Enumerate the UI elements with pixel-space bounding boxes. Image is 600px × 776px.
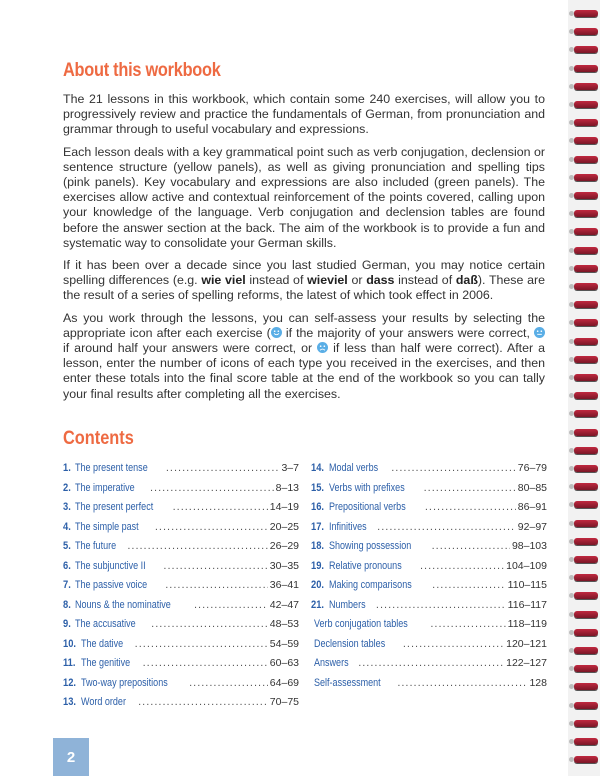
contents-entry-number: 16. <box>311 501 325 513</box>
contents-entry <box>63 560 299 580</box>
contents-entry-title: The imperative <box>75 481 135 494</box>
contents-entry-pages: 104–109 <box>506 559 547 572</box>
binding-hole <box>569 648 574 653</box>
contents-entry-pages: 42–47 <box>269 598 299 611</box>
contents-entry-title: Answers <box>314 657 349 669</box>
binding-hole <box>569 266 574 271</box>
happy-face-icon <box>271 327 282 338</box>
contents-entry-pages: 118–119 <box>507 618 547 630</box>
spiral-ring <box>574 338 598 345</box>
spiral-ring <box>574 629 598 636</box>
contents-entry <box>63 521 299 541</box>
binding-hole <box>569 11 574 16</box>
text-fragment: If it has been over a decade since you last studied German, you may notice certain spelling differences (e.g. <box>63 258 545 288</box>
about-paragraph-1: The 21 lessons in this workbook, which contain some 240 exercises, will allow you to progressively review and practice the fundamentals of German, from pronunciation and grammar through to useful vocabulary and expressions. <box>63 92 545 137</box>
contents-entry-pages: 20–25 <box>269 520 299 533</box>
spiral-ring <box>574 83 598 90</box>
contents-entry <box>311 540 547 560</box>
spiral-ring <box>574 65 598 72</box>
contents-entry-title: The accusative <box>75 618 136 630</box>
binding-hole <box>569 666 574 671</box>
contents-entry-title: Declension tables <box>314 637 386 650</box>
binding-hole <box>569 430 574 435</box>
dot-leader <box>163 560 267 572</box>
contents-entry-title: The dative <box>81 637 124 650</box>
dot-leader <box>166 462 280 474</box>
contents-entry-number: 20. <box>311 579 325 591</box>
dot-leader <box>425 501 516 513</box>
dot-leader <box>432 540 510 552</box>
contents-entry-pages: 64–69 <box>269 676 299 689</box>
spiral-ring <box>574 683 598 690</box>
contents-entry-number: 5. <box>63 540 71 552</box>
spiral-ring <box>574 356 598 363</box>
spiral-ring <box>574 647 598 654</box>
binding-hole <box>569 539 574 544</box>
binding-hole <box>569 120 574 125</box>
contents-entry-title: Two-way prepositions <box>81 676 169 689</box>
contents-entry-number: 19. <box>311 559 325 572</box>
contents-entry <box>63 482 299 502</box>
contents-entry-number: 2. <box>63 481 71 494</box>
about-paragraph-3 <box>63 258 545 304</box>
dot-leader <box>143 657 268 669</box>
dot-leader <box>127 540 267 552</box>
text-fragment: if the majority of your answers were correct, <box>281 325 534 340</box>
binding-hole <box>569 684 574 689</box>
contents-entry-pages: 128 <box>529 676 547 689</box>
contents-entry <box>311 618 547 638</box>
sad-face-icon <box>317 342 328 353</box>
spiral-ring <box>574 192 598 199</box>
spiral-ring <box>574 702 598 709</box>
contents-entry-title: The simple past <box>75 520 139 533</box>
binding-hole <box>569 248 574 253</box>
dot-leader <box>155 521 268 533</box>
about-body <box>63 92 545 409</box>
contents-entry-pages: 86–91 <box>517 501 547 513</box>
dot-leader <box>135 638 268 650</box>
contents-entry-title: The genitive <box>80 657 130 669</box>
binding-hole <box>569 357 574 362</box>
dot-leader <box>151 618 268 630</box>
text-fragment: or <box>347 273 367 288</box>
contents-entry <box>311 462 547 482</box>
dot-leader <box>420 560 504 572</box>
dot-leader <box>430 618 505 630</box>
binding-hole <box>569 484 574 489</box>
contents-heading: Contents <box>63 428 134 449</box>
spiral-ring <box>574 592 598 599</box>
contents-entry-title: Nouns & the nominative <box>75 598 171 611</box>
spiral-ring <box>574 501 598 508</box>
dot-leader <box>194 599 268 611</box>
text-fragment: ). These are the result of a series of spelling reforms, the latest of which took effect in 2006. <box>63 273 545 303</box>
spiral-ring <box>574 410 598 417</box>
contents-entry-title: The subjunctive II <box>75 559 146 572</box>
contents-entry-number: 1. <box>63 462 71 474</box>
contents-entry <box>63 599 299 619</box>
binding-hole <box>569 593 574 598</box>
spiral-ring <box>574 283 598 290</box>
binding-hole <box>569 138 574 143</box>
binding-hole <box>569 721 574 726</box>
spiral-ring <box>574 10 598 17</box>
binding-hole <box>569 47 574 52</box>
text-fragment: instead of <box>394 273 456 288</box>
binding-hole <box>569 339 574 344</box>
spiral-ring <box>574 392 598 399</box>
binding-hole <box>569 448 574 453</box>
spiral-binding <box>568 10 600 770</box>
dot-leader <box>165 579 268 591</box>
dot-leader <box>173 501 268 513</box>
contents-entry-pages: 80–85 <box>517 481 547 494</box>
spiral-ring <box>574 156 598 163</box>
binding-hole <box>569 521 574 526</box>
binding-hole <box>569 502 574 507</box>
spiral-ring <box>574 538 598 545</box>
spiral-ring <box>574 210 598 217</box>
dot-leader <box>403 638 504 650</box>
contents-entry-pages: 92–97 <box>517 520 547 533</box>
contents-entry-pages: 122–127 <box>506 657 547 669</box>
contents-entry-number: 14. <box>311 462 325 474</box>
contents-entry-title: Self-assessment <box>314 676 381 689</box>
dot-leader <box>424 482 516 494</box>
neutral-face-icon <box>534 327 545 338</box>
contents-entry-number: 17. <box>311 520 325 533</box>
binding-hole <box>569 84 574 89</box>
contents-entry <box>311 638 547 658</box>
bold-term: wieviel <box>307 273 348 288</box>
contents-entry-number: 6. <box>63 559 71 572</box>
binding-hole <box>569 739 574 744</box>
contents-entry <box>311 521 547 541</box>
spiral-ring <box>574 738 598 745</box>
contents-entry <box>311 599 547 619</box>
contents-entry-title: Verbs with prefixes <box>329 481 406 494</box>
spiral-ring <box>574 756 598 763</box>
contents-entry-pages: 26–29 <box>269 540 299 552</box>
spiral-ring <box>574 429 598 436</box>
contents-entry-pages: 14–19 <box>269 501 299 513</box>
contents-entry-title: Infinitives <box>329 520 367 533</box>
page-number-tab: 2 <box>53 738 89 776</box>
spiral-ring <box>574 520 598 527</box>
binding-hole <box>569 102 574 107</box>
contents-entry-pages: 8–13 <box>275 481 299 494</box>
contents-entry-number: 13. <box>63 696 77 708</box>
dot-leader <box>377 521 516 533</box>
contents-entry-number: 8. <box>63 598 71 611</box>
spiral-ring <box>574 611 598 618</box>
contents-column-left <box>63 462 299 716</box>
dot-leader <box>358 657 504 669</box>
about-heading: About this workbook <box>63 60 221 81</box>
contents-entry <box>63 618 299 638</box>
binding-hole <box>569 630 574 635</box>
contents-entry <box>311 677 547 697</box>
binding-hole <box>569 320 574 325</box>
contents-entry-title: Verb conjugation tables <box>314 618 408 630</box>
contents-entry-number: 3. <box>63 501 71 513</box>
contents-entry-number: 4. <box>63 520 71 533</box>
contents-entry-title: Modal verbs <box>329 462 379 474</box>
contents-entry-number: 10. <box>63 637 77 650</box>
binding-hole <box>569 466 574 471</box>
contents-entry-title: Showing possession <box>329 540 412 552</box>
binding-hole <box>569 175 574 180</box>
binding-hole <box>569 211 574 216</box>
contents-entry-pages: 30–35 <box>269 559 299 572</box>
contents-entry-pages: 60–63 <box>269 657 299 669</box>
contents-entry-title: The present perfect <box>75 501 154 513</box>
contents-entry <box>63 462 299 482</box>
contents-entry-pages: 3–7 <box>281 462 299 474</box>
spiral-ring <box>574 228 598 235</box>
contents-entry <box>63 540 299 560</box>
spiral-ring <box>574 665 598 672</box>
binding-hole <box>569 157 574 162</box>
binding-hole <box>569 557 574 562</box>
contents-entry <box>311 482 547 502</box>
binding-hole <box>569 302 574 307</box>
spiral-ring <box>574 574 598 581</box>
binding-hole <box>569 66 574 71</box>
text-fragment: if less than half were correct). After a lesson, enter the number of icons of each type you received in the exercises, and then enter these totals into the final score table at the end of the workbook so you can tally your final results after completing all the exercises. <box>63 341 545 401</box>
dot-leader <box>189 677 268 689</box>
spiral-ring <box>574 301 598 308</box>
contents-entry-title: The passive voice <box>75 579 148 591</box>
spiral-ring <box>574 720 598 727</box>
contents-entry-title: The present tense <box>75 462 148 474</box>
contents-entry-pages: 116–117 <box>507 598 547 611</box>
spiral-ring <box>574 556 598 563</box>
spiral-ring <box>574 174 598 181</box>
spiral-ring <box>574 465 598 472</box>
contents-entry-title: The future <box>75 540 117 552</box>
contents-entry-title: Relative pronouns <box>329 559 403 572</box>
contents-entry-title: Word order <box>81 696 127 708</box>
dot-leader <box>397 677 527 689</box>
binding-hole <box>569 284 574 289</box>
contents-entry-title: Prepositional verbs <box>329 501 407 513</box>
contents-entry-title: Numbers <box>329 598 366 611</box>
spiral-ring <box>574 119 598 126</box>
binding-hole <box>569 411 574 416</box>
contents-entry-pages: 110–115 <box>507 579 547 591</box>
dot-leader <box>138 696 268 708</box>
about-paragraph-4 <box>63 311 545 402</box>
spiral-ring <box>574 28 598 35</box>
dot-leader <box>391 462 516 474</box>
spiral-ring <box>574 265 598 272</box>
binding-hole <box>569 229 574 234</box>
contents-entry <box>63 677 299 697</box>
binding-hole <box>569 193 574 198</box>
contents-entry-pages: 70–75 <box>269 696 299 708</box>
text-fragment: As you work through the lessons, you can self-assess your results by selecting the appropriate icon after each exercise ( <box>63 310 545 340</box>
binding-hole <box>569 757 574 762</box>
contents-entry <box>311 579 547 599</box>
binding-hole <box>569 375 574 380</box>
contents-entry <box>63 501 299 521</box>
spiral-ring <box>574 46 598 53</box>
contents-entry-pages: 120–121 <box>506 637 547 650</box>
contents-entry <box>63 696 299 716</box>
dot-leader <box>432 579 506 591</box>
binding-hole <box>569 703 574 708</box>
contents-entry-pages: 98–103 <box>511 540 547 552</box>
spiral-ring <box>574 137 598 144</box>
contents-entry-number: 15. <box>311 481 325 494</box>
contents-entry-pages: 48–53 <box>269 618 299 630</box>
bold-term: daß <box>455 273 478 288</box>
contents-entry-pages: 36–41 <box>269 579 299 591</box>
text-fragment: if around half your answers were correct, or <box>63 341 318 356</box>
contents-entry <box>311 560 547 580</box>
spiral-ring <box>574 483 598 490</box>
contents-entry <box>63 579 299 599</box>
binding-hole <box>569 575 574 580</box>
bold-term: wie viel <box>201 273 246 288</box>
contents-entry <box>311 657 547 677</box>
contents-entry-number: 9. <box>63 618 71 630</box>
dot-leader <box>150 482 274 494</box>
contents-entry <box>63 657 299 677</box>
contents-entry <box>63 638 299 658</box>
spiral-ring <box>574 101 598 108</box>
spiral-ring <box>574 319 598 326</box>
spiral-ring <box>574 374 598 381</box>
text-fragment: instead of <box>245 273 308 288</box>
spiral-ring <box>574 447 598 454</box>
contents-entry <box>311 501 547 521</box>
dot-leader <box>376 599 506 611</box>
contents-entry-pages: 54–59 <box>269 637 299 650</box>
contents-entry-number: 21. <box>311 598 325 611</box>
contents-entry-pages: 76–79 <box>517 462 547 474</box>
spiral-ring <box>574 247 598 254</box>
binding-hole <box>569 612 574 617</box>
contents-column-right <box>311 462 547 696</box>
contents-entry-number: 11. <box>63 657 76 669</box>
contents-entry-number: 12. <box>63 676 77 689</box>
contents-entry-number: 18. <box>311 540 325 552</box>
contents-entry-title: Making comparisons <box>329 579 413 591</box>
bold-term: dass <box>366 273 395 288</box>
binding-hole <box>569 29 574 34</box>
binding-hole <box>569 393 574 398</box>
contents-entry-number: 7. <box>63 579 71 591</box>
about-paragraph-2: Each lesson deals with a key grammatical point such as verb conjugation, declension or sentence structure (yellow panels), as well as giving pronunciation and spelling tips (pink panels). Key vocabulary and expressions are also included (green panels). The exercises allow active and contextual reinforcement of the points covered, calling upon your knowledge of the language. Verb conjugation and declension tables are found before the answer section at the back. The aim of the workbook is to provide a fun and systematic way to consolidate your German skills. <box>63 144 545 250</box>
